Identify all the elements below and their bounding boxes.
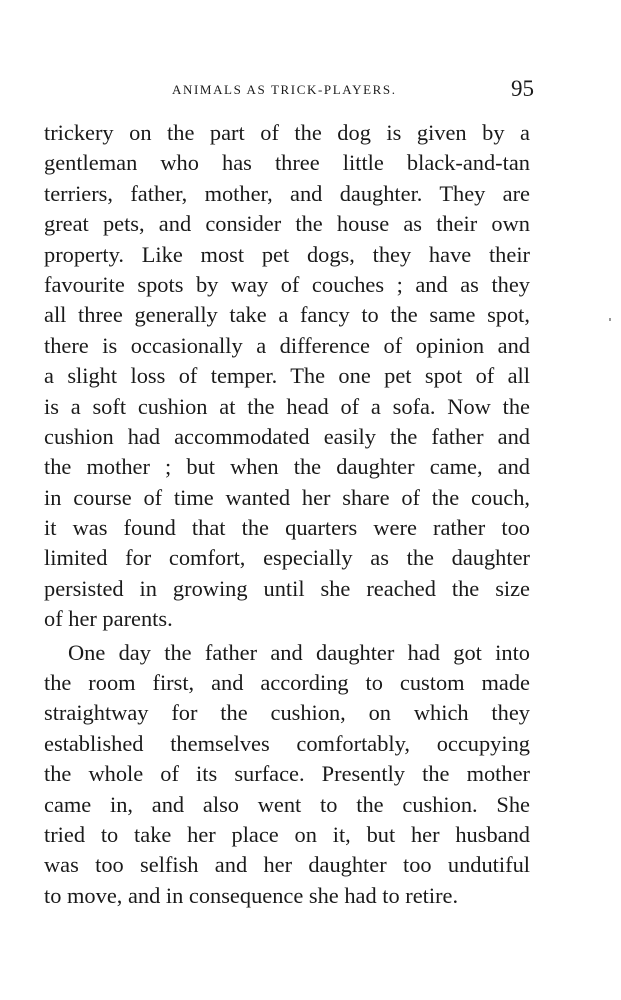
text-line: in course of time wanted her share of the couch, <box>44 484 530 510</box>
text-line: to move, and in consequence she had to retire. <box>44 882 459 908</box>
text-line: it was found that the quarters were rather too <box>44 515 530 541</box>
text-line: One day the father and daughter had got into <box>68 639 530 665</box>
text-line: all three generally take a fancy to the same spot, <box>44 302 530 328</box>
text-line: gentleman who has three little black-and-tan <box>44 150 530 176</box>
text-line: there is occasionally a difference of opinion and <box>44 332 530 358</box>
running-title: ANIMALS AS TRICK-PLAYERS. <box>172 82 397 97</box>
text-line: terriers, father, mother, and daughter. They are <box>44 180 530 206</box>
text-line: came in, and also went to the cushion. She <box>44 791 530 817</box>
text-line: a slight loss of temper. The one pet spot of all <box>44 363 530 389</box>
page-number: 95 <box>511 76 534 101</box>
body-text <box>44 118 530 911</box>
text-line: the mother ; but when the daughter came, and <box>44 454 530 480</box>
text-line: straightway for the cushion, on which they <box>44 700 530 726</box>
text-line: established themselves comfortably, occupying <box>44 730 530 756</box>
text-line: trickery on the part of the dog is given by a <box>44 120 530 145</box>
text-line: is a soft cushion at the head of a sofa. Now the <box>44 393 530 419</box>
text-line: property. Like most pet dogs, they have their <box>44 241 530 267</box>
text-line: favourite spots by way of couches ; and as they <box>44 271 530 297</box>
paper-speck <box>609 318 611 321</box>
text-line: of her parents. <box>44 606 173 632</box>
running-head <box>44 76 534 106</box>
text-line: great pets, and consider the house as their own <box>44 211 530 237</box>
text-line: the whole of its surface. Presently the mother <box>44 761 530 787</box>
text-line: tried to take her place on it, but her husband <box>44 821 530 847</box>
text-line: was too selfish and her daughter too undutiful <box>44 852 530 878</box>
text-line: cushion had accommodated easily the father and <box>44 423 530 449</box>
paragraph <box>44 118 530 635</box>
paragraph <box>44 638 530 912</box>
text-line: the room first, and according to custom made <box>44 670 530 696</box>
text-line: persisted in growing until she reached the size <box>44 575 530 601</box>
text-line: limited for comfort, especially as the daughter <box>44 545 530 571</box>
